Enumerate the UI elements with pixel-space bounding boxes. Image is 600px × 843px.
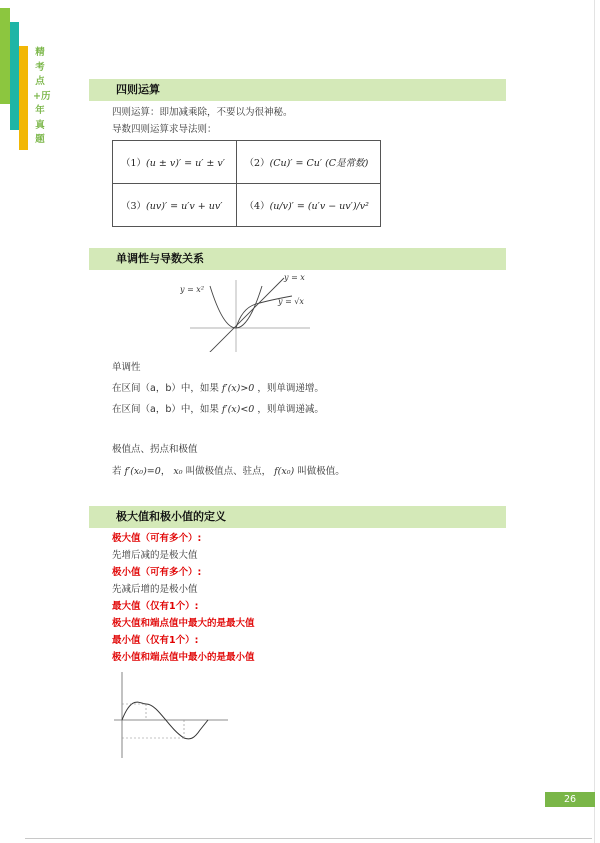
inc-formula: f′(x)>0 (221, 383, 255, 394)
ext-mid: 叫做极值点、驻点， (185, 466, 272, 477)
local-min-desc: 先减后增的是极小值 (112, 584, 198, 595)
derivative-rules-table (112, 140, 381, 227)
rule-formula: (u/v)′ = (u′v − uv′)/v² (269, 201, 369, 212)
rule-formula: (Cu)′ = Cu′ (C是常数) (269, 158, 369, 169)
ext-x0: x₀ (173, 466, 183, 477)
global-min-title: 最小值（仅有1个）: (112, 635, 199, 646)
extreme-title: 极值点、拐点和极值 (112, 444, 198, 455)
rule-formula: (uv)′ = u′v + uv′ (146, 201, 223, 212)
decor-bar-green (0, 8, 10, 104)
rule-cell-4 (236, 184, 380, 227)
ext-if: 若 (112, 466, 122, 477)
sine-curve (122, 702, 208, 739)
footer-line (25, 838, 592, 839)
label-y-x: y = x (284, 273, 305, 282)
monotonicity-title: 单调性 (112, 362, 141, 373)
dec-formula: f′(x)<0 (221, 404, 255, 415)
rule-cell-3 (113, 184, 237, 227)
arith-line-2: 导数四则运算求导法则： (112, 124, 217, 135)
increasing-rule (112, 380, 324, 394)
ext-formula-2: f(x₀) (274, 466, 295, 477)
page-edge (594, 0, 595, 843)
section-title-monotonicity: 单调性与导数关系 (116, 252, 204, 265)
page-number: 26 (545, 792, 595, 807)
extreme-rule (112, 463, 345, 477)
rule-number: （2） (244, 158, 270, 169)
local-min-title: 极小值（可有多个）: (112, 567, 202, 578)
label-y-sqrtx: y = √x (278, 297, 304, 306)
ext-end: 叫做极值。 (297, 466, 345, 477)
rule-number: （1） (121, 158, 147, 169)
rule-number: （4） (244, 201, 270, 212)
dec-suffix: ，则单调递减。 (257, 404, 324, 415)
global-max-desc: 极大值和端点值中最大的是最大值 (112, 618, 255, 629)
sine-graph (112, 668, 232, 762)
local-max-title: 极大值（可有多个）: (112, 533, 202, 544)
dec-prefix: 在区间（a，b）中，如果 (112, 404, 219, 415)
global-min-desc: 极小值和端点值中最小的是最小值 (112, 652, 255, 663)
global-max-title: 最大值（仅有1个）: (112, 601, 199, 612)
section-title-arithmetic: 四则运算 (116, 83, 160, 96)
rule-formula: (u ± v)′ = u′ ± v′ (146, 158, 225, 169)
section-title-extrema: 极大值和极小值的定义 (116, 510, 226, 523)
inc-prefix: 在区间（a，b）中，如果 (112, 383, 219, 394)
decor-bar-yellow (19, 46, 28, 150)
rule-cell-1 (113, 141, 237, 184)
arith-line-1: 四则运算：即加减乘除，不要以为很神秘。 (112, 107, 293, 118)
ext-comma: ， (160, 466, 171, 477)
function-graph (180, 272, 315, 352)
rule-cell-2 (236, 141, 380, 184)
sidebar-label: 精考点+历年真题 (33, 47, 51, 145)
decor-bar-teal (10, 22, 19, 130)
rule-number: （3） (121, 201, 147, 212)
local-max-desc: 先增后减的是极大值 (112, 550, 198, 561)
line-y-x (204, 278, 284, 352)
label-y-x2: y = x² (180, 285, 205, 294)
ext-formula-1: f′(x₀)=0 (124, 466, 161, 477)
inc-suffix: ，则单调递增。 (257, 383, 324, 394)
decreasing-rule (112, 401, 324, 415)
